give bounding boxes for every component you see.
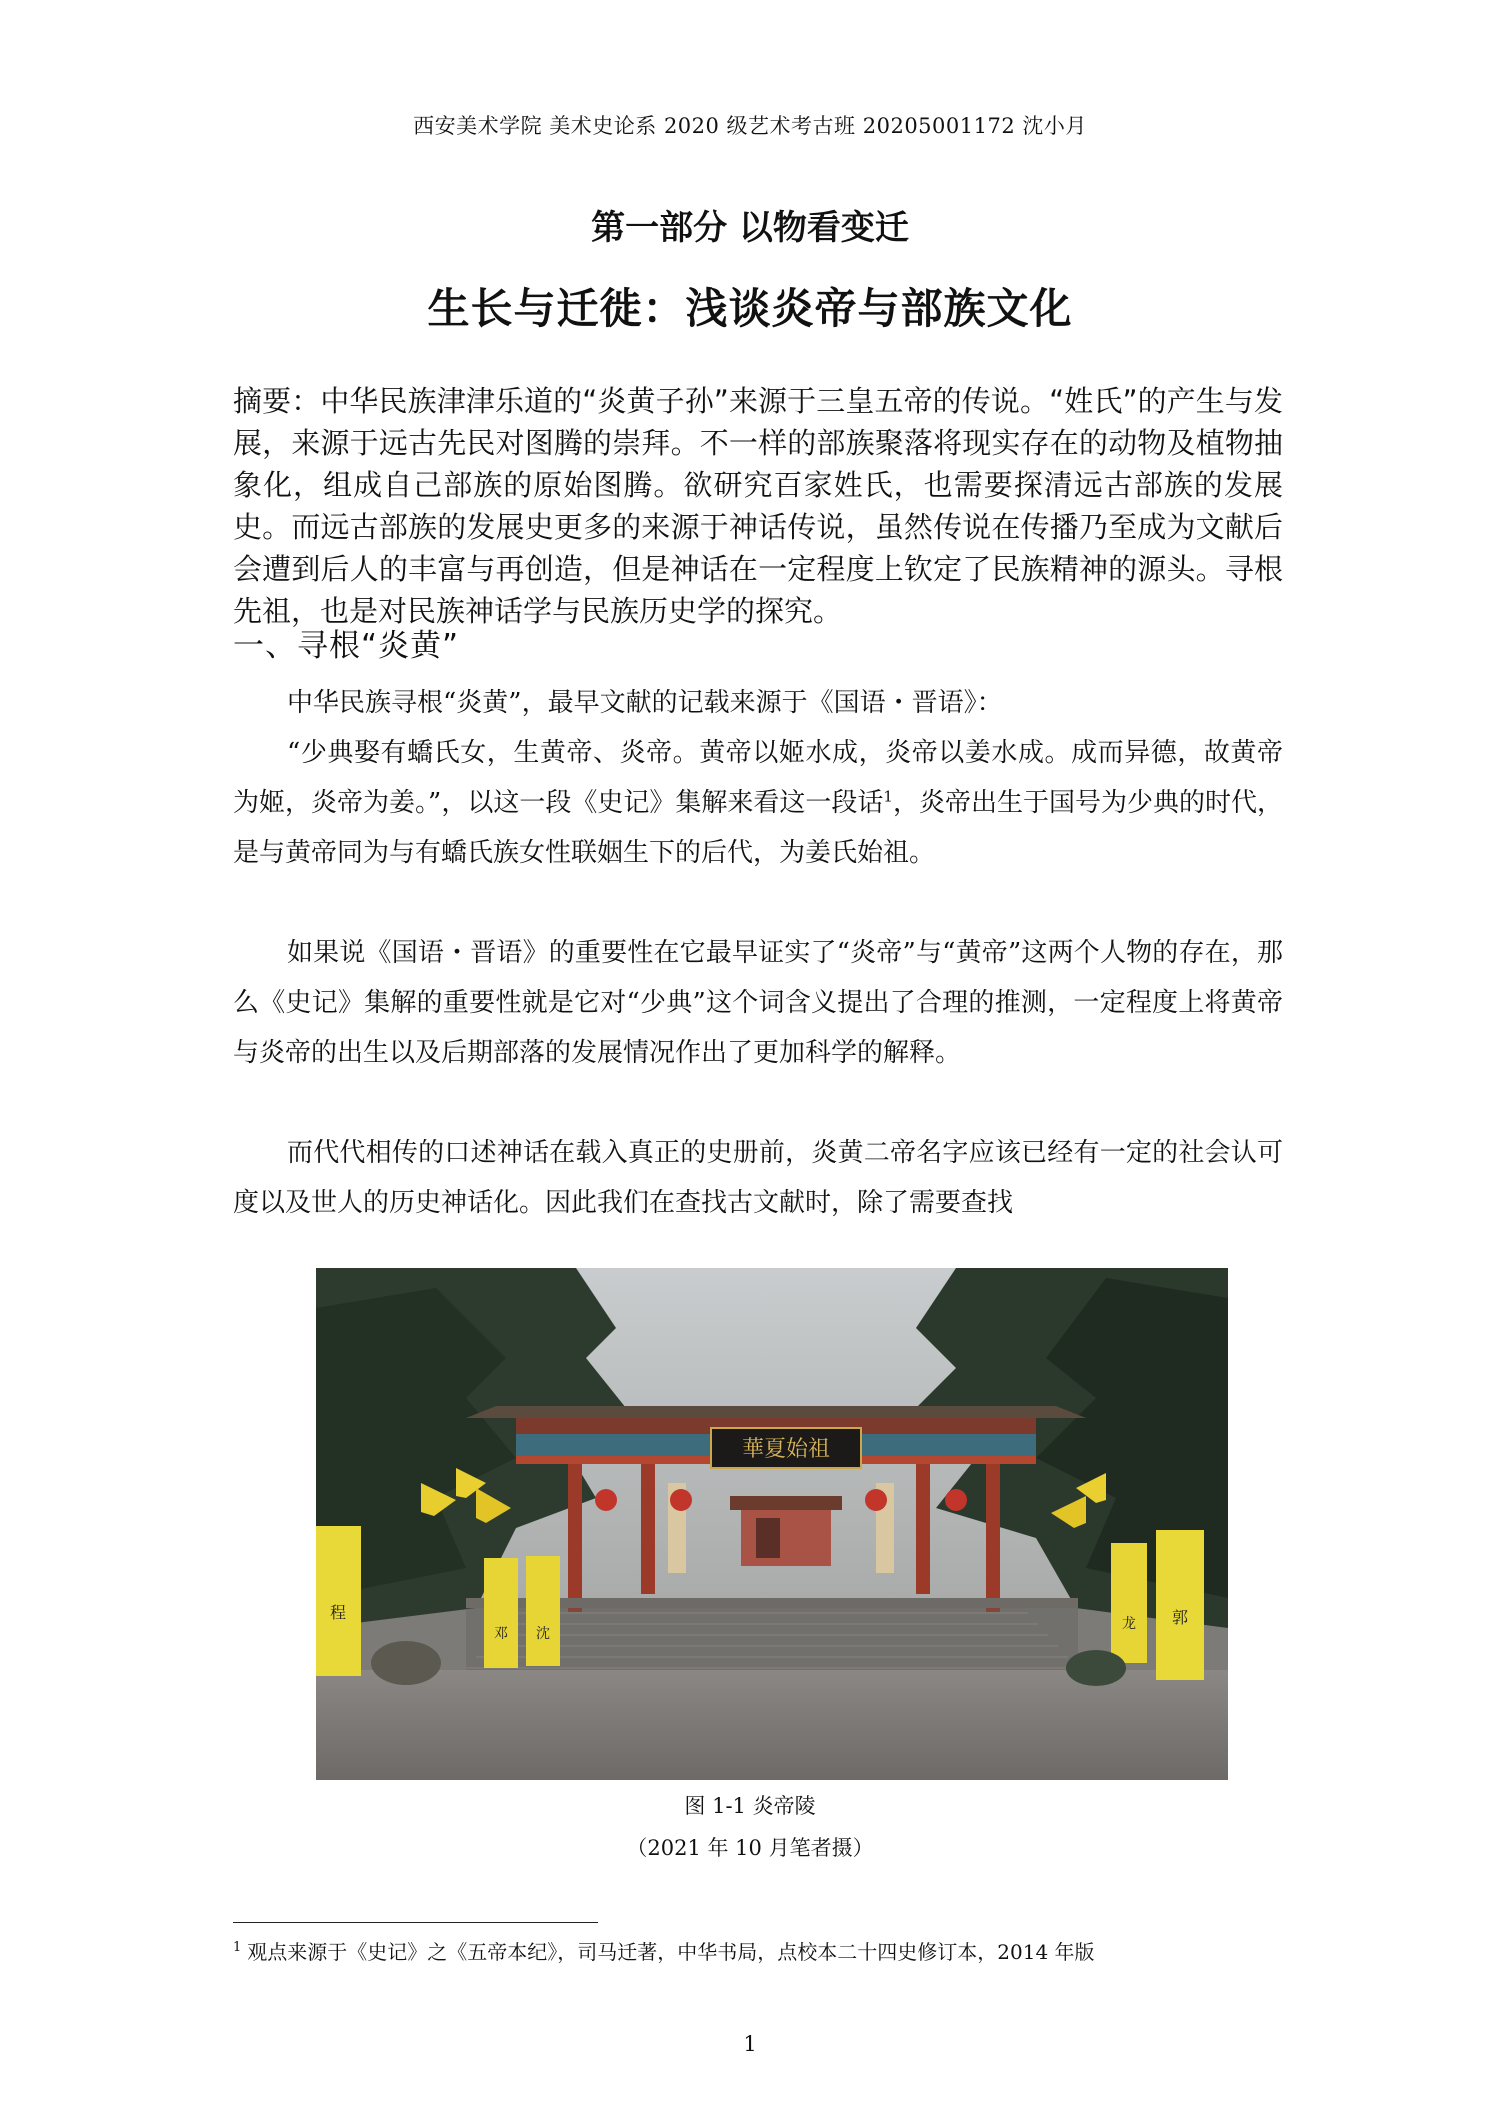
part-title: 第一部分 以物看变迁 <box>591 208 909 248</box>
banner-label: 龙 <box>1122 1616 1136 1632</box>
banner-label: 程 <box>329 1603 347 1622</box>
footnote-divider <box>233 1922 598 1923</box>
footnote-number: 1 <box>233 1940 242 1956</box>
gate-plaque-text: 華夏始祖 <box>741 1437 831 1462</box>
quote-paragraph <box>233 728 1283 878</box>
paragraph-text: “少典娶有蟜氏女，生黄帝、炎帝。黄帝以姬水成，炎帝以姜水成。成而异德，故黄帝为姬，炎帝为姜。”，以这一段《史记》集解来看这一段话 <box>233 738 1283 818</box>
footnote-text: 观点来源于《史记》之《五帝本纪》，司马迁著，中华书局，点校本二十四史修订本，2014 年版 <box>247 1940 1095 1964</box>
page-number: 1 <box>743 2032 757 2056</box>
photo-yandi-mausoleum <box>316 1268 1228 1780</box>
paragraph-text: 而代代相传的口述神话在载入真正的史册前，炎黄二帝名字应该已经有一定的社会认可度以及世人的历史神话化。因此我们在查找古文献时，除了需要查找 <box>233 1138 1283 1218</box>
photo-illustration <box>316 1268 1228 1780</box>
body-paragraph-2 <box>233 728 1283 878</box>
figure-caption: 图 1-1 炎帝陵 <box>684 1794 816 1818</box>
banner-label: 郭 <box>1171 1608 1189 1627</box>
footnote <box>233 1936 1095 1965</box>
body-paragraph-3 <box>233 928 1283 1078</box>
paragraph-text-cont: ，炎帝出生于国号为少典的时代，是与黄帝同为与有蟜氏族女性联姻生下的后代，为姜氏始祖。 <box>233 788 1283 868</box>
section-heading: 一、寻根“炎黄” <box>233 628 460 664</box>
paragraph-text: 中华民族寻根“炎黄”，最早文献的记载来源于《国语・晋语》： <box>287 688 1003 718</box>
abstract-paragraph: 摘要：中华民族津津乐道的“炎黄子孙”来源于三皇五帝的传说。“姓氏”的产生与发展，来源于远古先民对图腾的崇拜。不一样的部族聚落将现实存在的动物及植物抽象化，组成自己部族的原始图腾。欲研究百家姓氏，也需要探清远古部族的发展史。而远古部族的发展史更多的来源于神话传说，虽然传说在传播乃至成为文献后会遭到后人的丰富与再创造，但是神话在一定程度上钦定了民族精神的源头。寻根先祖，也是对民族神话学与民族历史学的探究。 <box>233 384 1283 628</box>
footnote-ref[interactable]: 1 <box>883 787 893 806</box>
body-paragraph-4 <box>233 1128 1283 1228</box>
figure-credit: （2021 年 10 月笔者摄） <box>626 1836 874 1860</box>
body-paragraph-1 <box>233 678 1283 728</box>
running-header: 西安美术学院 美术史论系 2020 级艺术考古班 20205001172 沈小月 <box>413 114 1087 138</box>
main-title: 生长与迁徙：浅谈炎帝与部族文化 <box>427 284 1073 333</box>
banner-label: 沈 <box>536 1626 550 1642</box>
paragraph-text: 如果说《国语・晋语》的重要性在它最早证实了“炎帝”与“黄帝”这两个人物的存在，那么《史记》集解的重要性就是它对“少典”这个词含义提出了合理的推测，一定程度上将黄帝与炎帝的出生以及后期部落的发展情况作出了更加科学的解释。 <box>233 938 1283 1068</box>
banner-label: 邓 <box>494 1626 508 1642</box>
